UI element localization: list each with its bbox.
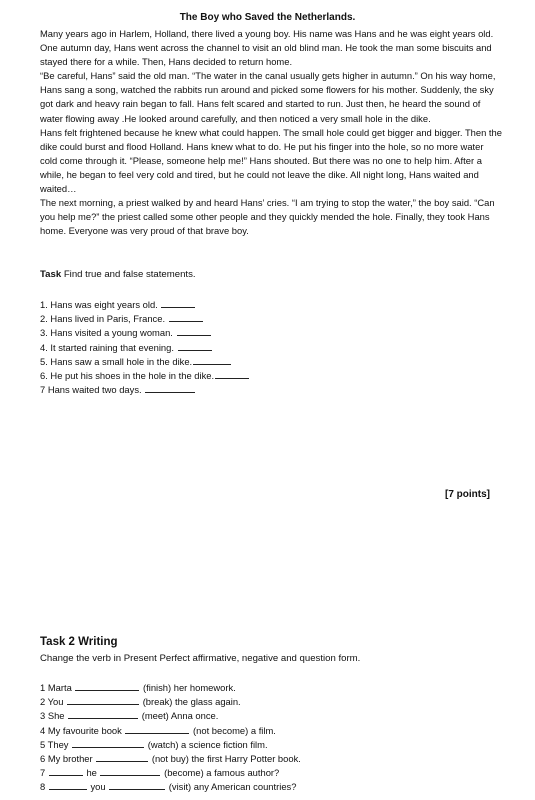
points-label: [7 points]	[445, 489, 490, 500]
task2-instruction: Change the verb in Present Perfect affirmative, negative and question form.	[40, 653, 361, 664]
gap-item	[40, 724, 301, 738]
statement-text: 4. It started raining that evening.	[40, 341, 174, 353]
statement-text: 3. Hans visited a young woman.	[40, 327, 173, 339]
task1-label: Task	[40, 269, 62, 280]
statement-item	[40, 298, 250, 312]
gap-verb: (not become) a film.	[193, 724, 276, 736]
statement-item	[40, 312, 250, 326]
statement-text: 1. Hans was eight years old.	[40, 299, 158, 310]
statement-item	[40, 355, 250, 369]
gap-item	[40, 709, 301, 723]
task2-title: Task 2 Writing	[40, 636, 118, 648]
aux-blank[interactable]	[49, 780, 87, 790]
gap-start: 6 My brother	[40, 753, 93, 765]
true-false-list	[40, 298, 250, 397]
verb-blank[interactable]	[68, 709, 138, 719]
story-paragraph: Many years ago in Harlem, Holland, there lived a young boy. His name was Hans and he was eight years old. One autumn day, Hans went across the channel to visit an old blind man. He took the man some biscuits and stayed there for a while. Then, Hans decided to return home.	[40, 28, 494, 68]
answer-blank[interactable]	[193, 355, 231, 365]
statement-text: 2. Hans lived in Paris, France.	[40, 313, 166, 325]
statement-text: 5. Hans saw a small hole in the dike.	[40, 355, 193, 367]
answer-blank[interactable]	[161, 298, 195, 308]
story-title: The Boy who Saved the Netherlands.	[179, 12, 356, 23]
story-paragraph: The next morning, a priest walked by and heard Hans’ cries. “I am trying to stop the water,” the boy said. “Can you help me?” the priest called some other people and they quickly mended the hole. Finally, they took Hans home. Everyone was very proud of that brave boy.	[40, 197, 495, 237]
gap-start: 1 Marta	[40, 682, 72, 693]
statement-text: 6. He put his shoes in the hole in the dike.	[40, 370, 215, 382]
task1-instruction: Find true and false statements.	[61, 269, 196, 280]
story-paragraph: “Be careful, Hans” said the old man. “The water in the canal usually gets higher in autumn.” On his way home, Hans sang a song, watched the rabbits run around and picked some flowers for his mother. Suddenly, the sky got dark and heavy rain began to fall. Hans felt scared and started to run. Just then, he heard the sound of water flowing away .He looked around carefully, and then noticed a very small hole in the dike.	[40, 70, 496, 124]
gap-verb: (break) the glass again.	[142, 696, 241, 708]
verb-blank[interactable]	[96, 752, 148, 762]
gap-start: 2 You	[40, 696, 64, 708]
gap-start: 8	[40, 781, 46, 793]
statement-text: 7 Hans waited two days.	[40, 384, 142, 396]
gap-verb: (become) a famous author?	[164, 767, 280, 779]
story-paragraph: Hans felt frightened because he knew what could happen. The small hole could get bigger and bigger. Then the dike could burst and flood Holland. Hans knew what to do. He put his finger into the hole, so no more water cold come through it. “Please, someone help me!” Hans shouted. But there was no one to help him. After a while, he began to feel very cold and tired, but he could not leave the dike. All night long, Hans waited and waited…	[40, 126, 502, 195]
gap-item	[40, 738, 301, 752]
statement-item	[40, 326, 250, 340]
gap-item	[40, 752, 301, 766]
gap-verb: (meet) Anna once.	[141, 710, 219, 722]
verb-blank[interactable]	[72, 738, 144, 748]
statement-item	[40, 341, 250, 355]
answer-blank[interactable]	[145, 383, 195, 393]
answer-blank[interactable]	[215, 369, 249, 379]
verb-blank[interactable]	[100, 766, 160, 776]
gap-item	[40, 681, 301, 695]
gap-verb: (watch) a science fiction film.	[147, 738, 268, 750]
gap-subject: he	[86, 767, 97, 779]
statement-item	[40, 383, 250, 397]
gap-verb: (not buy) the first Harry Potter book.	[151, 753, 301, 765]
gap-verb: (finish) her homework.	[143, 682, 236, 693]
gap-subject: you	[90, 781, 106, 793]
verb-blank[interactable]	[109, 780, 165, 790]
answer-blank[interactable]	[177, 326, 211, 336]
answer-blank[interactable]	[178, 341, 212, 351]
gap-verb: (visit) any American countries?	[168, 781, 297, 793]
aux-blank[interactable]	[49, 766, 83, 776]
gap-start: 4 My favourite book	[40, 724, 122, 736]
gap-item	[40, 695, 301, 709]
gap-start: 5 They	[40, 738, 69, 750]
gap-start: 3 She	[40, 710, 65, 722]
verb-gap-list	[40, 681, 301, 795]
answer-blank[interactable]	[169, 312, 203, 322]
verb-blank[interactable]	[125, 724, 189, 734]
task1-heading	[40, 269, 196, 280]
story-text	[40, 27, 502, 238]
gap-item	[40, 766, 301, 780]
gap-start: 7	[40, 767, 46, 779]
gap-item	[40, 780, 301, 794]
verb-blank[interactable]	[75, 681, 139, 691]
verb-blank[interactable]	[67, 695, 139, 705]
statement-item	[40, 369, 250, 383]
